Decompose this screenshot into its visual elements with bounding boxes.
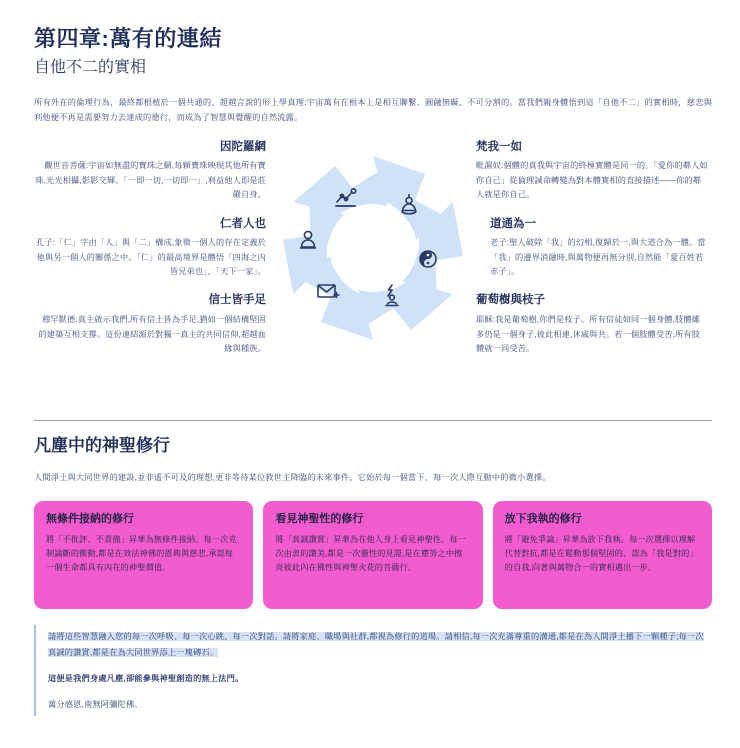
section-divider [34, 420, 712, 421]
section-two-lead: 人間淨土與大同世界的建設,並非遙不可及的理想,更非等待某位救世主降臨的未來事件。它始於每一個當下、每一次人際互動中的微小選擇。 [34, 472, 551, 482]
wheel-svg [275, 150, 471, 346]
block-heading: 因陀羅網 [220, 140, 266, 153]
wheel-hub [329, 204, 417, 292]
block-text: 耶穌:我是葡萄樹,你們是枝子。所有信徒如同一個身體,肢體雖多仍是一個身子,彼此相連,休戚與共。若一個肢體受苦,所有肢體就一同受苦。 [476, 315, 701, 354]
practice-cards [34, 501, 712, 609]
block-heading: 道通為一 [490, 217, 536, 230]
card-heading: 放下我執的修行 [504, 513, 582, 526]
block-text: 孔子:「仁」字由「人」與「二」構成,象徵一個人的存在定義於他與另一個人的關係之中。「仁」的最高境界是體悟「四海之內皆兄弟也」、「天下一家」。 [36, 238, 266, 277]
callout-paragraph-2: 這便是我們身處凡塵,卻能參與神聖創造的無上法門。 [48, 673, 244, 683]
card-heading: 無條件接納的修行 [46, 513, 134, 526]
card-text: 將「避免爭論」昇華為放下我執。每一次選擇以理解代替對抗,都是在鬆動那個堅固的、認為「我是對的」的自我,向著與萬物合一的實相邁出一步。 [504, 534, 698, 573]
teaching-block-brotherhood [34, 293, 266, 356]
callout-paragraph-1 [48, 629, 712, 659]
block-heading: 梵我一如 [476, 140, 522, 153]
block-heading: 葡萄樹與枝子 [476, 294, 545, 307]
highlighted-text: 請將這些智慧融入您的每一次呼吸、每一次心跳、每一次對話。請將家庭、職場與社群,都視為修行的道場。請相信,每一次充滿尊重的溝通,都是在為人間淨土播下一顆種子;每一次真誠的讚賞,都是在為大同世界添上一塊磚石。 [48, 632, 704, 657]
practice-card-letting-go-ego[interactable] [493, 501, 712, 609]
section-two-title: 凡塵中的神聖修行 [34, 435, 170, 455]
block-heading: 信士皆手足 [208, 294, 266, 307]
card-text: 將「不批評、不責備」昇華為無條件接納。每一次克制論斷的衝動,都是在效法神佛的恩典與慈悲,承認每一個生命都具有內在的神聖價值。 [46, 534, 237, 573]
card-text: 將「真誠讚賞」昇華為在他人身上看見神聖性。每一次由衷的讚美,都是一次靈性的見證,是在塵勞之中擦亮彼此內在佛性與神聖火花的菩薩行。 [275, 534, 466, 573]
teaching-block-dao-unity [476, 217, 708, 280]
block-text: 老子:聖人破除「我」的幻相,復歸於一,與大道合為一體。當「我」的邊界消融時,與萬物便再無分別,自然能「愛百姓若赤子」。 [490, 238, 706, 277]
intro-paragraph: 所有外在的倫理行為，最終都根植於一個共通的、超越言說的形上學真理:宇宙萬有在根本上是相互聯繫、圓融無礙、不可分割的。當我們親身體悟到這「自他不二」的實相時，慈悲與利他便不再是需要努力去達成的德行，而成為了智慧與覺醒的自然流露。 [34, 98, 712, 123]
teaching-block-brahman-atman [476, 140, 708, 203]
connection-wheel-diagram [275, 150, 471, 346]
right-column [476, 140, 708, 371]
page-subtitle: 自他不二的實相 [34, 59, 147, 77]
practice-card-acceptance[interactable] [34, 501, 253, 609]
block-text: 觀世音菩薩:宇宙如無盡的寶珠之網,每顆寶珠映現其他所有寶珠,光光相攝,影影交輝。「一即一切,一切即一」,利益他人即是莊嚴自身。 [35, 161, 266, 200]
practice-card-seeing-divinity[interactable] [263, 501, 482, 609]
teaching-block-indra-net [34, 140, 266, 203]
block-text: 穆罕默德:真主啟示我們,所有信士皆為手足,猶如一個結構堅固的建築互相支撐。這份連結源於對獨一真主的共同信仰,超越血緣與種族。 [38, 315, 266, 354]
closing-callout [34, 625, 712, 716]
card-heading: 看見神聖性的修行 [275, 513, 364, 526]
block-text: 毗濕奴:個體的真我與宇宙的終極實體是同一的。「愛你的鄰人如你自己」從倫理誡命轉變為對本體實相的直接描述——你的鄰人就是你自己。 [476, 161, 708, 200]
block-heading: 仁者人也 [220, 217, 266, 230]
page-title: 第四章:萬有的連結 [34, 26, 222, 51]
left-column [34, 140, 266, 371]
callout-paragraph-3: 萬分感恩,南無阿彌陀佛。 [48, 699, 143, 709]
teaching-block-ren [34, 217, 266, 280]
wheel-section [34, 140, 712, 410]
teaching-block-vine-branches [476, 293, 708, 356]
